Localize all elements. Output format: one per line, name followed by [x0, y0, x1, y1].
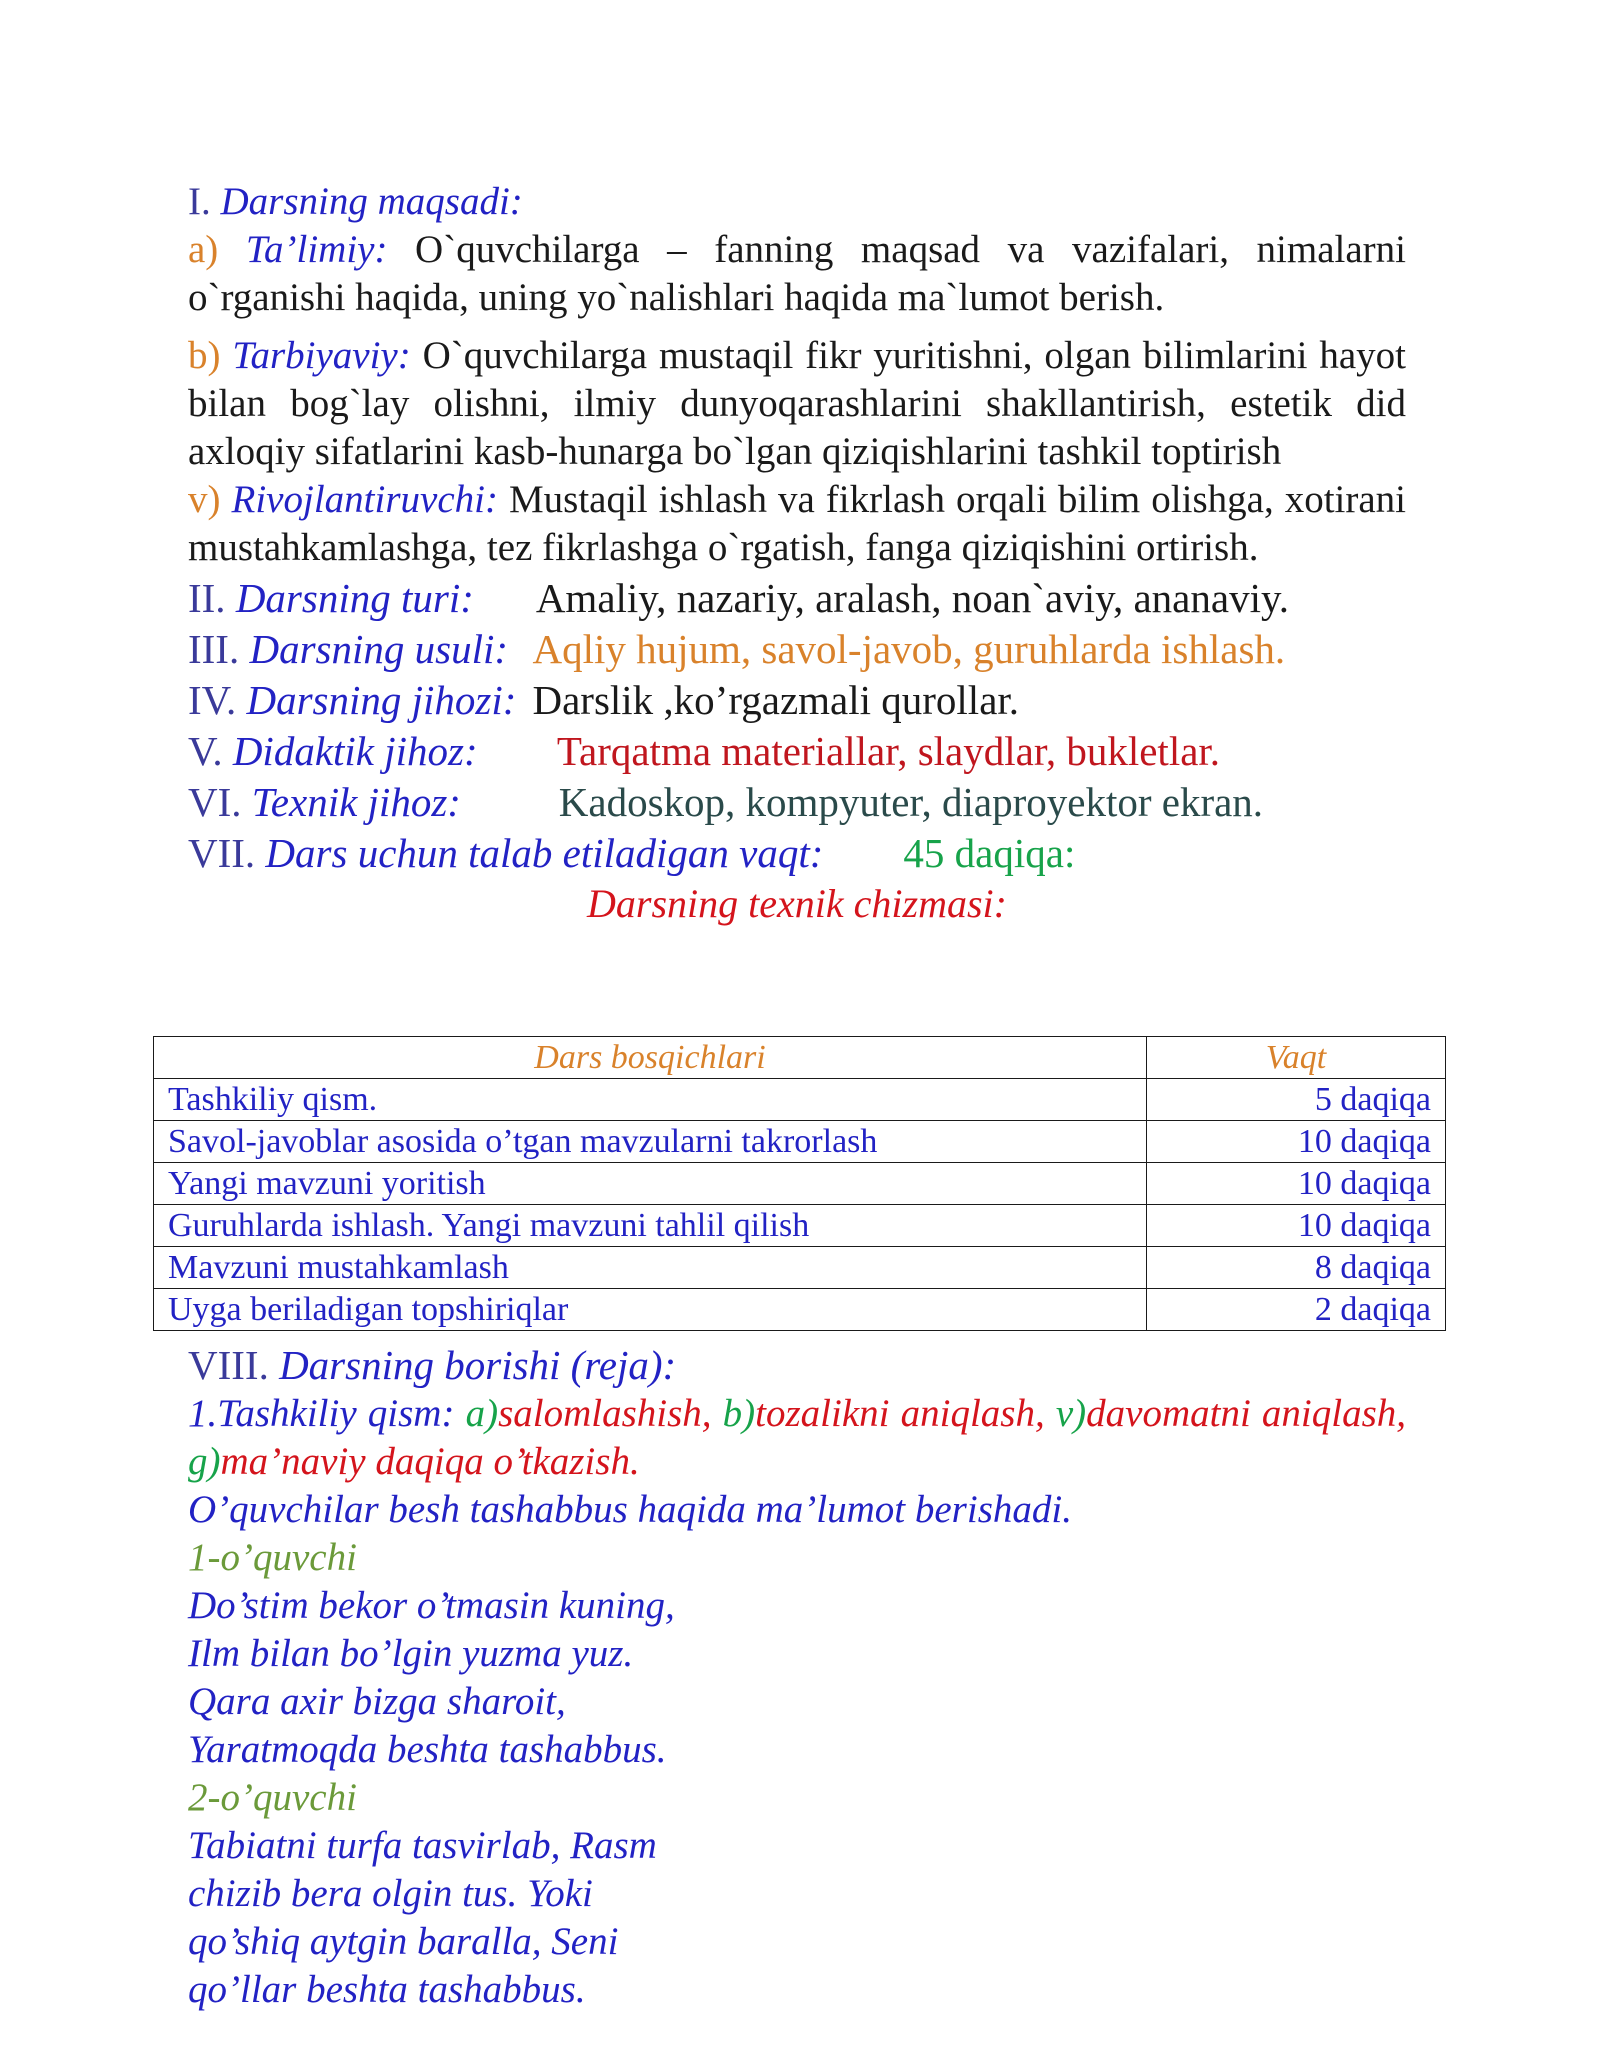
- time-cell: 10 daqiqa: [1147, 1121, 1446, 1163]
- section-number: II.: [188, 575, 226, 621]
- stage-cell: Guruhlarda ishlash. Yangi mavzuni tahlil qilish: [154, 1205, 1147, 1247]
- time-cell: 2 daqiqa: [1147, 1289, 1446, 1331]
- time-cell: 10 daqiqa: [1147, 1205, 1446, 1247]
- stage-cell: Tashkiliy qism.: [154, 1079, 1147, 1121]
- stage-cell: Savol-javoblar asosida o’tgan mavzularni takrorlash: [154, 1121, 1147, 1163]
- poem-line: chizib bera olgin tus. Yoki: [188, 1872, 593, 1915]
- section-label: Didaktik jihoz:: [232, 728, 478, 774]
- section-time: [188, 829, 1406, 880]
- plan-heading: [188, 1340, 1406, 1390]
- poem-line: Ilm bilan bo’lgin yuzma yuz.: [188, 1632, 634, 1675]
- section-number: V.: [188, 728, 223, 774]
- step-text: ma’naviy daqiqa o’tkazish.: [220, 1440, 640, 1483]
- section-equipment: [188, 676, 1406, 727]
- step-letter: v): [1055, 1392, 1087, 1435]
- time-cell: 10 daqiqa: [1147, 1163, 1446, 1205]
- step-text: tozalikni aniqlash,: [755, 1392, 1045, 1435]
- goal-item-upbringing: [188, 332, 1406, 476]
- stage-cell: Mavzuni mustahkamlash: [154, 1247, 1147, 1289]
- goal-letter: a): [188, 228, 219, 271]
- table-row: [154, 1205, 1446, 1247]
- section-value: Kadoskop, kompyuter, diaproyektor ekran.: [558, 779, 1264, 825]
- plan-heading-title: Darsning borishi (reja):: [279, 1342, 677, 1388]
- goals-heading: [188, 178, 1406, 226]
- goal-title: Rivojlantiruvchi:: [231, 478, 498, 521]
- time-cell: 8 daqiqa: [1147, 1247, 1446, 1289]
- step-text: salomlashish,: [498, 1392, 712, 1435]
- section-number: VII.: [188, 830, 256, 876]
- goal-letter: b): [188, 334, 221, 377]
- section-value: Darslik ,ko’rgazmali qurollar.: [532, 677, 1020, 723]
- section-technical: [188, 778, 1406, 829]
- plan-heading-number: VIII.: [188, 1342, 269, 1388]
- poem-line: Qara axir bizga sharoit,: [188, 1680, 566, 1723]
- poem-line: Yaratmoqda beshta tashabbus.: [188, 1728, 667, 1771]
- lesson-stages-table: [153, 1036, 1446, 1331]
- goals-heading-number: I.: [188, 180, 211, 223]
- table-row: [154, 1247, 1446, 1289]
- time-cell: 5 daqiqa: [1147, 1079, 1446, 1121]
- section-label: Dars uchun talab etiladigan vaqt:: [265, 830, 824, 876]
- goal-text: Mustaqil ishlash va fikrlash orqali bilim olishga, xotirani mustahkamlashga, tez fikrlashga o`rgatish, fanga qiziqishini ortirish.: [188, 478, 1407, 569]
- table-header-row: [154, 1037, 1446, 1079]
- goal-title: Ta’limiy:: [245, 228, 388, 271]
- goals-heading-title: Darsning maqsadi:: [220, 180, 523, 223]
- plan-step-organizational: [188, 1390, 1406, 1486]
- section-value: Amaliy, nazariy, aralash, noan`aviy, ananaviy.: [535, 575, 1290, 621]
- step-label: 1.Tashkiliy qism:: [188, 1392, 455, 1435]
- goal-text: O`quvchilarga mustaqil fikr yuritishni, olgan bilimlarini hayot bilan bog`lay olishni, ilmiy dunyoqarashlarini shakllantirish, estetik did axloqiy sifatlarini kasb-hunarga bo`lgan qiziqishlarini tashkil toptirish: [188, 334, 1406, 473]
- column-header-time: Vaqt: [1147, 1037, 1446, 1079]
- section-label: Darsning turi:: [235, 575, 474, 621]
- section-didactic: [188, 727, 1406, 778]
- student-label: 2-o’quvchi: [188, 1776, 357, 1819]
- student-label: 1-o’quvchi: [188, 1536, 357, 1579]
- section-value: Tarqatma materiallar, slaydlar, bukletlar.: [556, 728, 1221, 774]
- poem-line: qo’llar beshta tashabbus.: [188, 1968, 586, 2011]
- plan-intro: O’quvchilar besh tashabbus haqida ma’lumot berishadi.: [188, 1488, 1072, 1531]
- section-value: Aqliy hujum, savol-javob, guruhlarda ishlash.: [532, 626, 1286, 672]
- table-row: [154, 1289, 1446, 1331]
- poem-line: qo’shiq aytgin baralla, Seni: [188, 1920, 619, 1963]
- goal-item-educational: [188, 226, 1406, 322]
- goal-title: Tarbiyaviy:: [232, 334, 411, 377]
- poem-line: Do’stim bekor o’tmasin kuning,: [188, 1584, 675, 1627]
- lesson-goals: [188, 178, 1406, 928]
- table-row: [154, 1163, 1446, 1205]
- goal-letter: v): [188, 478, 221, 521]
- section-type: [188, 574, 1406, 625]
- section-number: VI.: [188, 779, 242, 825]
- section-label: Darsning jihozi:: [246, 677, 517, 723]
- column-header-stages: Dars bosqichlari: [154, 1037, 1147, 1079]
- technical-scheme-title: Darsning texnik chizmasi:: [587, 881, 1007, 926]
- goal-item-developing: [188, 476, 1406, 572]
- section-label: Texnik jihoz:: [251, 779, 461, 825]
- step-letter: a): [465, 1392, 499, 1435]
- section-number: III.: [188, 626, 240, 672]
- step-letter: b): [722, 1392, 756, 1435]
- table-row: [154, 1079, 1446, 1121]
- stage-cell: Yangi mavzuni yoritish: [154, 1163, 1147, 1205]
- step-letter: g): [188, 1440, 221, 1483]
- goal-text: O`quvchilarga – fanning maqsad va vazifalari, nimalarni o`rganishi haqida, uning yo`nalishlari haqida ma`lumot berish.: [188, 228, 1407, 319]
- step-text: davomatni aniqlash,: [1086, 1392, 1407, 1435]
- section-value: 45 daqiqa:: [903, 830, 1076, 876]
- section-number: IV.: [188, 677, 237, 723]
- table-row: [154, 1121, 1446, 1163]
- section-method: [188, 625, 1406, 676]
- section-label: Darsning usuli:: [249, 626, 509, 672]
- stage-cell: Uyga beriladigan topshiriqlar: [154, 1289, 1147, 1331]
- lesson-plan: [188, 1340, 1406, 2014]
- poem-line: Tabiatni turfa tasvirlab, Rasm: [188, 1824, 657, 1867]
